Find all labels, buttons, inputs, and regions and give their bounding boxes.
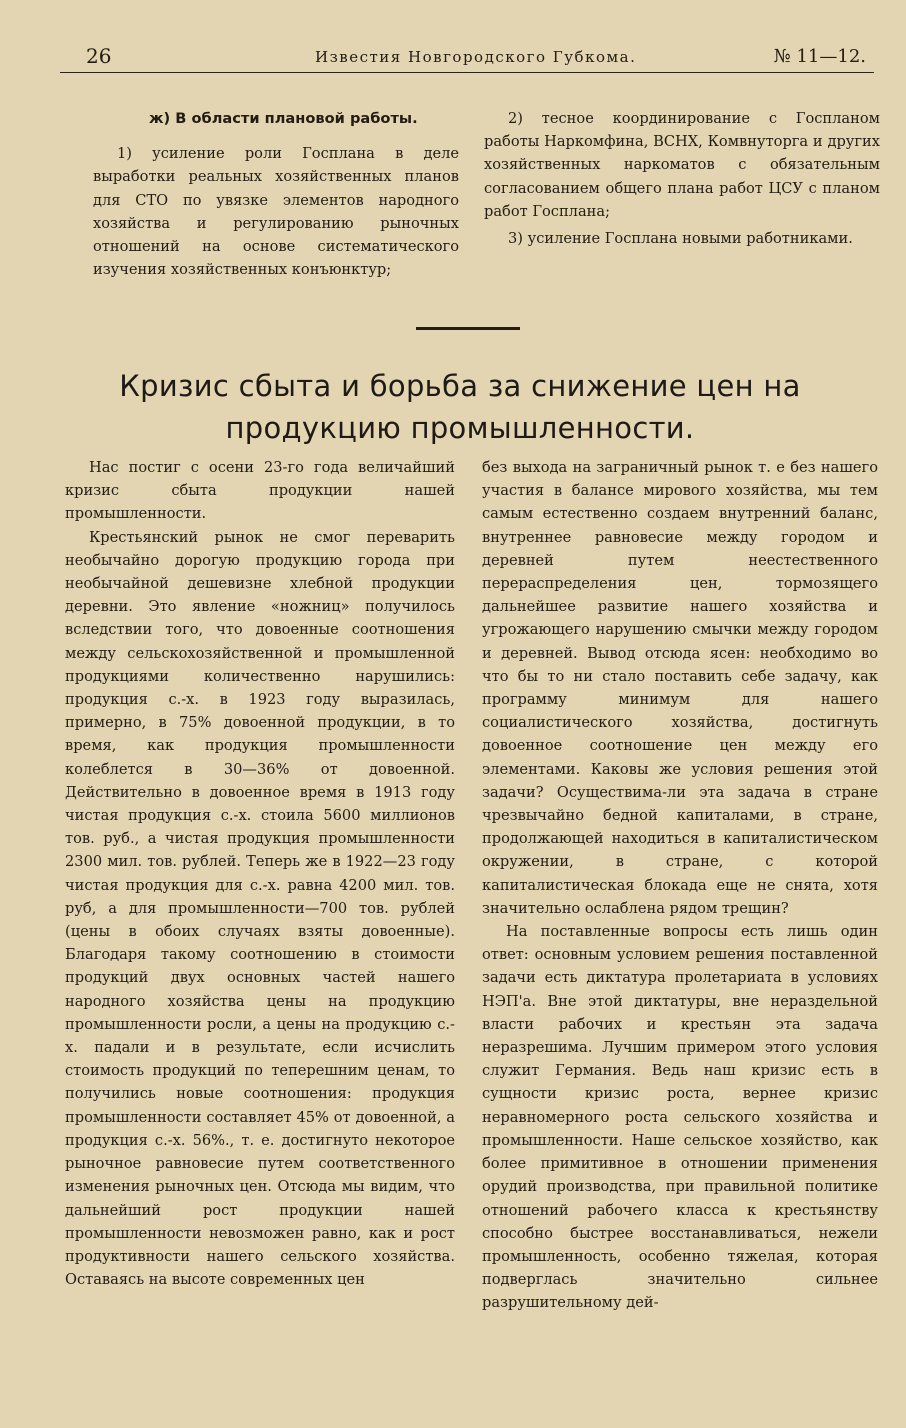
article-paragraph: Нас постиг с осени 23-го года величайший кризис сбыта продукции нашей промышленности. xyxy=(65,459,455,523)
issue-number: № 11—12. xyxy=(773,46,866,67)
plan-item-2: 2) тесное координирование с Госпланом работы Наркомфина, ВСНХ, Комвнуторга и других хозяйственных наркоматов с обязательным согласованием общего плана работ ЦСУ с планом работ Госплана; xyxy=(484,110,880,220)
journal-title: Известия Новгородского Губкома. xyxy=(315,48,637,66)
header-rule xyxy=(60,72,874,73)
plan-item-3: 3) усиление Госплана новыми работниками. xyxy=(508,230,853,248)
article-paragraph: На поставленные вопросы есть лишь один ответ: основным условием решения поставленной задачи есть диктатура пролетариата в условиях НЭП'а. Вне этой диктатуры, вне нераздельной власти рабочих и крестьян эта задача неразрешима. Лучшим примером этого условия служит Германия. Ведь наш кризис есть в сущности кризис роста, вернее кризис неравномерного роста сельского хозяйства и промышленности. Наше сельское хозяйство, как более примитивное в отношении применения орудий производства, при правильной политике отношений рабочего класса к крестьянству способно быстрее восстанавливаться, нежели промышленность, особенно тяжелая, которая подверглась значительно сильнее разрушительному дей- xyxy=(482,923,878,1312)
section-right-column xyxy=(484,107,880,254)
article-left-column xyxy=(65,456,455,1291)
section-subheading: ж) В области плановой работы. xyxy=(149,110,418,127)
section-separator xyxy=(416,327,520,330)
page-number: 26 xyxy=(86,44,112,68)
article-right-column xyxy=(482,456,878,1315)
section-left-column xyxy=(93,107,459,285)
plan-item-1: 1) усиление роли Госплана в деле выработки реальных хозяйственных планов для СТО по увязке элементов народного хозяйства и регулированию рыночных отношений на основе систематического изучения хозяйственных конъюнктур; xyxy=(93,145,459,279)
article-paragraph: без выхода на заграничный рынок т. е без нашего участия в балансе мирового хозяйства, мы тем самым естественно создаем внутренний баланс, внутреннее равновесие между городом и деревней путем неестественного перераспределения цен, тормозящего дальнейшее развитие нашего хозяйства и угрожающего нарушению смычки между городом и деревней. Вывод отсюда ясен: необходимо во что бы то ни стало поставить себе задачу, как программу минимум для нашего социалистического хозяйства, достигнуть довоенное соотношение цен между его элементами. Каковы же условия решения этой задачи? Осуществима-ли эта задача в стране чрезвычайно бедной капиталами, в стране, продолжающей находиться в капиталистическом окружении, в стране, с которой капиталистическая блокада еще не снята, хотя значительно ослаблена рядом трещин? xyxy=(482,459,878,917)
article-paragraph: Крестьянский рынок не смог переварить необычайно дорогую продукцию города при необычайной дешевизне хлебной продукции деревни. Это явление «ножниц» получилось вследствии того, что довоенные соотношения между сельскохозяйственной и промышленной продукциями количественно нарушились: продукция с.-х. в 1923 году выразилась, примерно, в 75% довоенной продукции, в то время, как продукция промышленности колеблется в 30—36% от довоенной. Действительно в довоенное время в 1913 году чистая продукция с.-х. стоила 5600 миллионов тов. руб., а чистая продукция промышленности 2300 мил. тов. рублей. Теперь же в 1922—23 году чистая продукция для с.-х. равна 4200 мил. тов. руб, а для промышленности—700 тов. рублей (цены в обоих случаях взяты довоенные). Благодаря такому соотношению в стоимости продукций двух основных частей нашего народного хозяйства цены на продукцию промышленности росли, а цены на продукцию с.-х. падали и в результате, если исчислить стоимость продукций по теперешним ценам, то получились новые соотношения: продукция промышленности составляет 45% от довоенной, а продукция с.-х. 56%., т. е. достигнуто некоторое рыночное равновесие путем соответственного изменения рыночных цен. Отсюда мы видим, что дальнейший рост продукции нашей промышленности невозможен равно, как и рост продуктивности нашего сельского хозяйства. Оставаясь на высоте современных цен xyxy=(65,528,455,1289)
running-header xyxy=(60,44,874,74)
article-title: Кризис сбыта и борьба за снижение цен на продукцию промышленности. xyxy=(119,369,801,445)
